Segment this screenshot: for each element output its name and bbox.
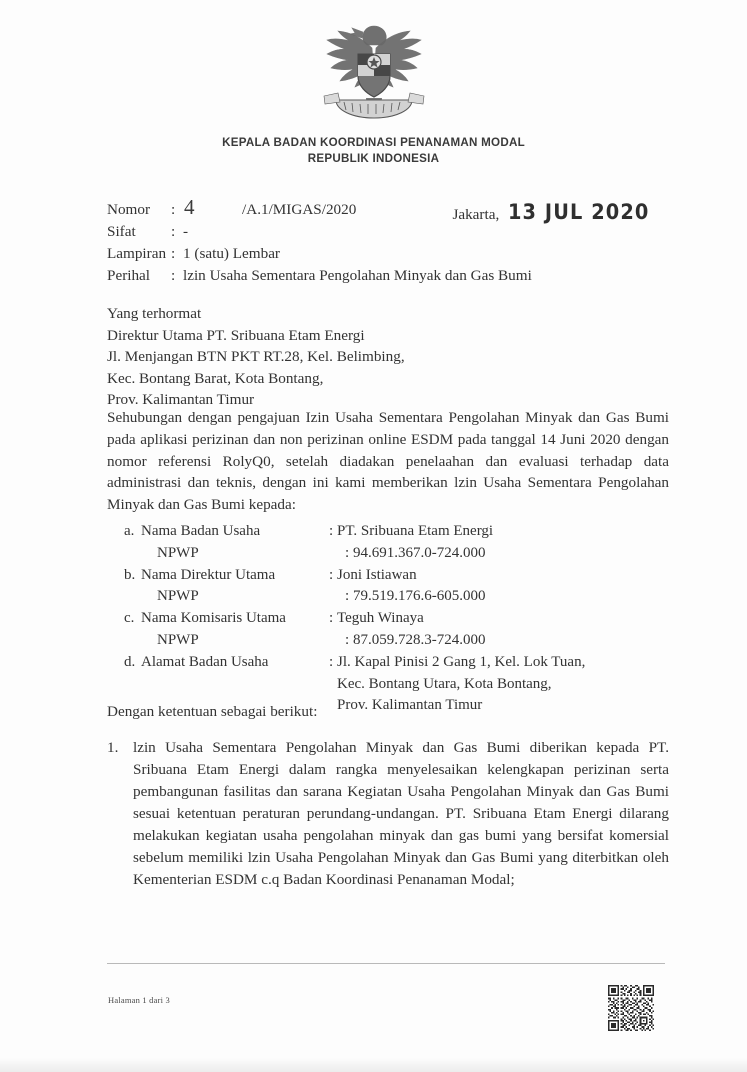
detail-row-npwp-direktur-utama (124, 586, 669, 608)
detail-row-npwp-komisaris-utama (124, 630, 669, 652)
meta-row-nomor (107, 195, 667, 224)
detail-separator: : (329, 653, 334, 670)
clause-text: lzin Usaha Sementara Pengolahan Minyak dan Gas Bumi diberikan kepada PT. Sribuana Etam Energi dalam rangka menyelesaikan kelengkapan perizinan serta pembangunan fasilitas dan sarana Kegiatan Usaha Pengolahan Minyak dan Gas Bumi sesuai ketentuan peraturan perundang-undangan. PT. Sribuana Etam Energi dilarang melakukan kegiatan usaha pengolahan minyak dan gas bumi yang bersifat komersial sebelum memiliki lzin Usaha Pengolahan Minyak dan Gas Bumi yang diterbitkan oleh Kementerian ESDM c.q Badan Koordinasi Penanaman Modal; (133, 739, 669, 888)
nomor-suffix: /A.1/MIGAS/2020 (242, 201, 357, 218)
detail-marker: c. (124, 610, 135, 627)
detail-marker: d. (124, 653, 136, 670)
detail-row-nama-komisaris-utama (124, 608, 669, 630)
letter-meta-block (107, 195, 667, 287)
detail-value: PT. Sribuana Etam Energi (337, 523, 494, 539)
nomor-label: Nomor (107, 201, 151, 218)
meta-row-perihal (107, 265, 667, 287)
detail-value: 87.059.728.3-724.000 (353, 631, 486, 648)
emblem-container (0, 14, 747, 126)
detail-separator: : (329, 610, 334, 627)
letterhead-line-1: KEPALA BADAN KOORDINASI PENANAMAN MODAL (222, 136, 525, 149)
detail-key: NPWP (157, 544, 199, 561)
detail-separator: : (329, 566, 334, 583)
lampiran-colon: : (171, 245, 176, 262)
detail-value: Jl. Kapal Pinisi 2 Gang 1, Kel. Lok Tuan, (337, 653, 586, 670)
footer-divider (107, 963, 665, 964)
meta-row-lampiran (107, 243, 667, 265)
addressee-salutation: Yang terhormat (107, 305, 202, 322)
perihal-colon: : (171, 267, 176, 284)
address-continuation-line-2: Prov. Kalimantan Timur (337, 697, 483, 714)
detail-row-alamat-badan-usaha (124, 652, 669, 674)
clause-number: 1. (107, 739, 119, 756)
clause-item (107, 737, 669, 891)
detail-marker: a. (124, 523, 135, 539)
addressee-street: Jl. Menjangan BTN PKT RT.28, Kel. Belimbing, (107, 348, 405, 365)
addressee-district: Kec. Bontang Barat, Kota Bontang, (107, 369, 324, 387)
letterhead-line-2: REPUBLIK INDONESIA (307, 152, 440, 165)
detail-row-nama-direktur-utama (124, 565, 669, 587)
detail-separator: : (329, 523, 334, 539)
perihal-label: Perihal (107, 267, 151, 284)
detail-key: NPWP (157, 631, 199, 648)
place-label: Jakarta, (452, 206, 500, 223)
sifat-value: - (183, 223, 189, 240)
detail-key: Nama Komisaris Utama (141, 610, 286, 627)
detail-separator: : (345, 588, 350, 605)
addressee-recipient: Direktur Utama PT. Sribuana Etam Energi (107, 326, 365, 344)
lampiran-value: 1 (satu) Lembar (183, 245, 280, 262)
address-continuation-line-1: Kec. Bontang Utara, Kota Bontang, (337, 675, 552, 692)
lampiran-label: Lampiran (107, 245, 167, 262)
detail-marker: b. (124, 566, 136, 583)
detail-value: 79.519.176.6-605.000 (353, 588, 486, 605)
perihal-value: lzin Usaha Sementara Pengolahan Minyak dan Gas Bumi (183, 267, 532, 284)
detail-value: Teguh Winaya (337, 610, 424, 627)
meta-row-sifat (107, 221, 667, 243)
clause-list (107, 737, 669, 891)
detail-value: Joni Istiawan (337, 566, 417, 583)
sifat-label: Sifat (107, 223, 136, 240)
qr-code (608, 985, 654, 1031)
detail-key: Nama Direktur Utama (141, 566, 276, 583)
detail-separator: : (345, 544, 350, 561)
detail-row-npwp-badan-usaha (124, 543, 669, 565)
intro-paragraph: Sehubungan dengan pengajuan Izin Usaha Sementara Pengolahan Minyak dan Gas Bumi pada aplikasi perizinan dan non perizinan online ESDM pada tanggal 14 Juni 2020 dengan nomor referensi RolyQ0, setelah diadakan penelaahan dan evaluasi terhadap data administrasi dan teknis, dengan ini kami memberikan lzin Usaha Sementara Pengolahan Minyak dan Gas Bumi kepada: (107, 409, 669, 514)
detail-key: Alamat Badan Usaha (141, 653, 269, 670)
detail-key: NPWP (157, 588, 199, 605)
garuda-pancasila-emblem (322, 14, 426, 126)
ketentuan-intro-line: Dengan ketentuan sebagai berikut: (107, 703, 318, 720)
detail-value: 94.691.367.0-724.000 (353, 544, 486, 561)
date-stamp: 13 JUL 2020 (508, 200, 650, 224)
nomor-stamp-value: 4 (184, 195, 195, 219)
sifat-colon: : (171, 223, 176, 240)
letterhead (0, 135, 747, 167)
addressee-province: Prov. Kalimantan Timur (107, 391, 255, 408)
nomor-colon: : (171, 201, 176, 218)
addressee-block (107, 303, 405, 411)
page-number-label: Halaman 1 dari 3 (108, 995, 170, 1005)
detail-key: Nama Badan Usaha (141, 523, 261, 539)
detail-separator: : (345, 631, 350, 648)
detail-row-nama-badan-usaha (124, 521, 669, 543)
company-details-list (124, 521, 669, 717)
